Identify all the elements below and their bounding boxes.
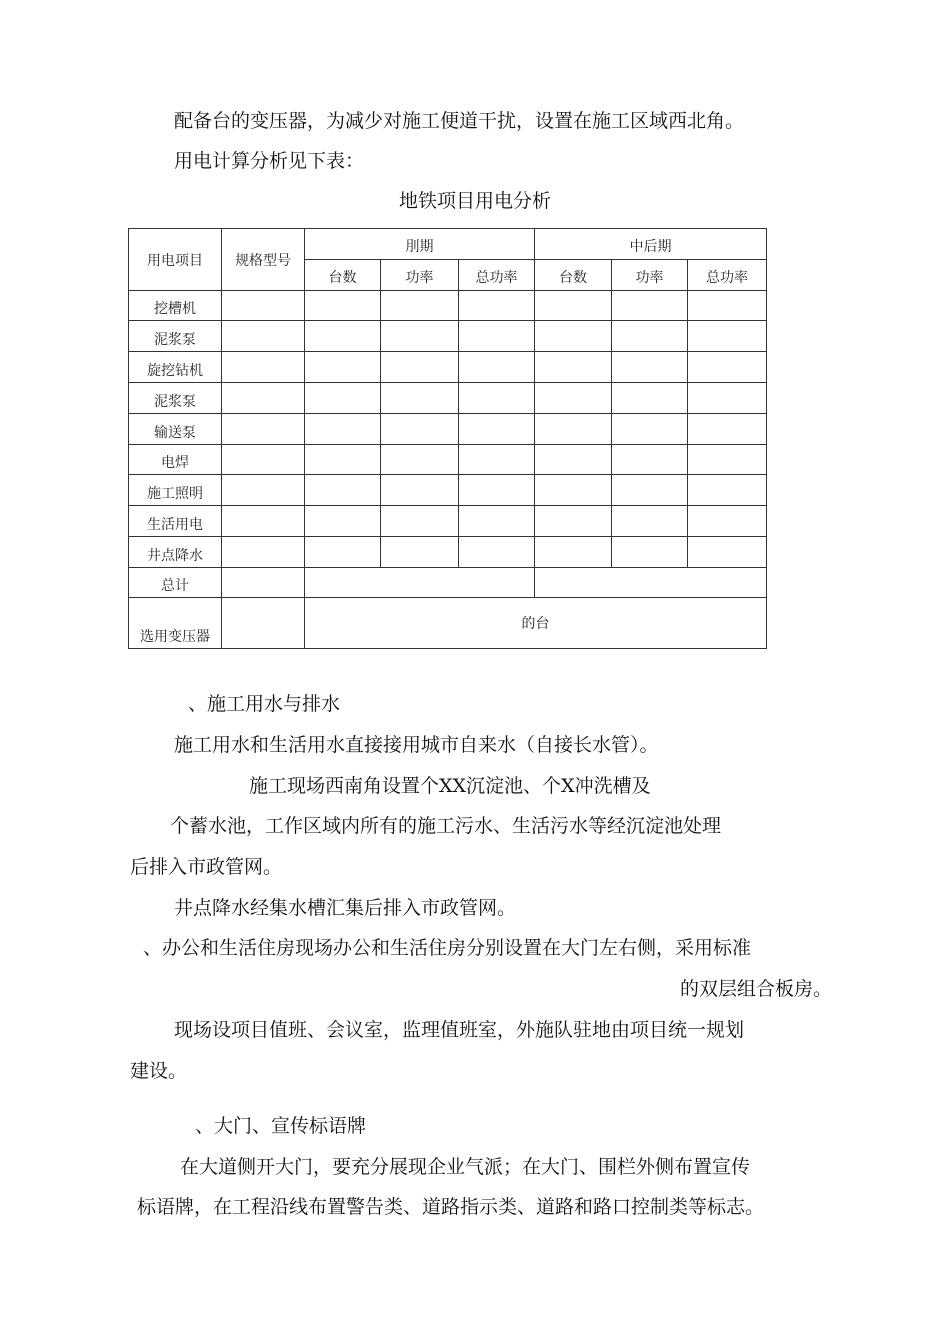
transformer-value: 的台	[305, 598, 767, 649]
header-model: 规格型号	[222, 229, 305, 291]
row-label: 输送泵	[129, 414, 222, 445]
gate-heading: 、大门、宣传标语牌	[195, 1115, 367, 1137]
table-row	[129, 383, 767, 414]
gate-para-line-2: 标语牌，在工程沿线布置警告类、道路指示类、道路和路口控制类等标志。	[137, 1196, 765, 1218]
water-para-2c: 后排入市政管网。	[130, 856, 283, 878]
gate-para-line-1: 在大道侧开大门，要充分展现企业气派；在大门、围栏外侧布置宣传	[180, 1156, 751, 1178]
header-total-power: 总功率	[459, 260, 535, 291]
office-para-2b: 建设。	[130, 1060, 188, 1082]
table-row	[129, 537, 767, 568]
total-row	[129, 568, 767, 598]
total-label: 总计	[129, 568, 222, 598]
table-row	[129, 321, 767, 352]
header-count: 台数	[305, 260, 381, 291]
header-phase-early: 刖期	[305, 229, 535, 260]
power-analysis-table	[128, 228, 767, 649]
water-para-2a: 施工现场西南角设置个XX沉淀池、个X冲洗槽及	[249, 775, 651, 797]
intro-line-2: 用电计算分析见下表：	[174, 150, 365, 172]
row-label: 挖槽机	[129, 291, 222, 321]
header-phase-late: 中后期	[535, 229, 767, 260]
header-power: 功率	[381, 260, 459, 291]
table-row	[129, 291, 767, 321]
water-para-3: 井点降水经集水槽汇集后排入市政管网。	[174, 897, 517, 919]
header-item: 用电项目	[129, 229, 222, 291]
transformer-label: 选用变压器	[129, 598, 222, 649]
row-label: 旋挖钻机	[129, 352, 222, 383]
row-label: 施工照明	[129, 475, 222, 506]
row-label: 生活用电	[129, 506, 222, 537]
office-para-2a: 现场设项目值班、会议室，监理值班室，外施队驻地由项目统一规划	[174, 1019, 745, 1041]
intro-line-1: 配备台的变压器，为减少对施工便道干扰，设置在施工区域西北角。	[174, 110, 745, 132]
water-heading: 、施工用水与排水	[188, 693, 341, 715]
table-row	[129, 352, 767, 383]
row-label: 泥浆泵	[129, 321, 222, 352]
row-label: 泥浆泵	[129, 383, 222, 414]
transformer-row	[129, 598, 767, 649]
header-power: 功率	[612, 260, 688, 291]
header-count: 台数	[535, 260, 612, 291]
table-row	[129, 414, 767, 445]
table-title: 地铁项目用电分析	[398, 190, 551, 212]
table-row	[129, 506, 767, 537]
office-heading-line-2: 的双层组合板房。	[680, 978, 833, 1000]
water-para-1: 施工用水和生活用水直接接用城市自来水（自接长水管）。	[174, 734, 659, 756]
water-para-2b: 个蓄水池，工作区域内所有的施工污水、生活污水等经沉淀池处理	[170, 815, 722, 837]
table-row	[129, 475, 767, 506]
table-row	[129, 445, 767, 475]
header-total-power: 总功率	[688, 260, 767, 291]
row-label: 电焊	[129, 445, 222, 475]
row-label: 井点降水	[129, 537, 222, 568]
office-heading-line: 、办公和生活住房现场办公和生活住房分别设置在大门左右侧，采用标准	[143, 937, 752, 959]
